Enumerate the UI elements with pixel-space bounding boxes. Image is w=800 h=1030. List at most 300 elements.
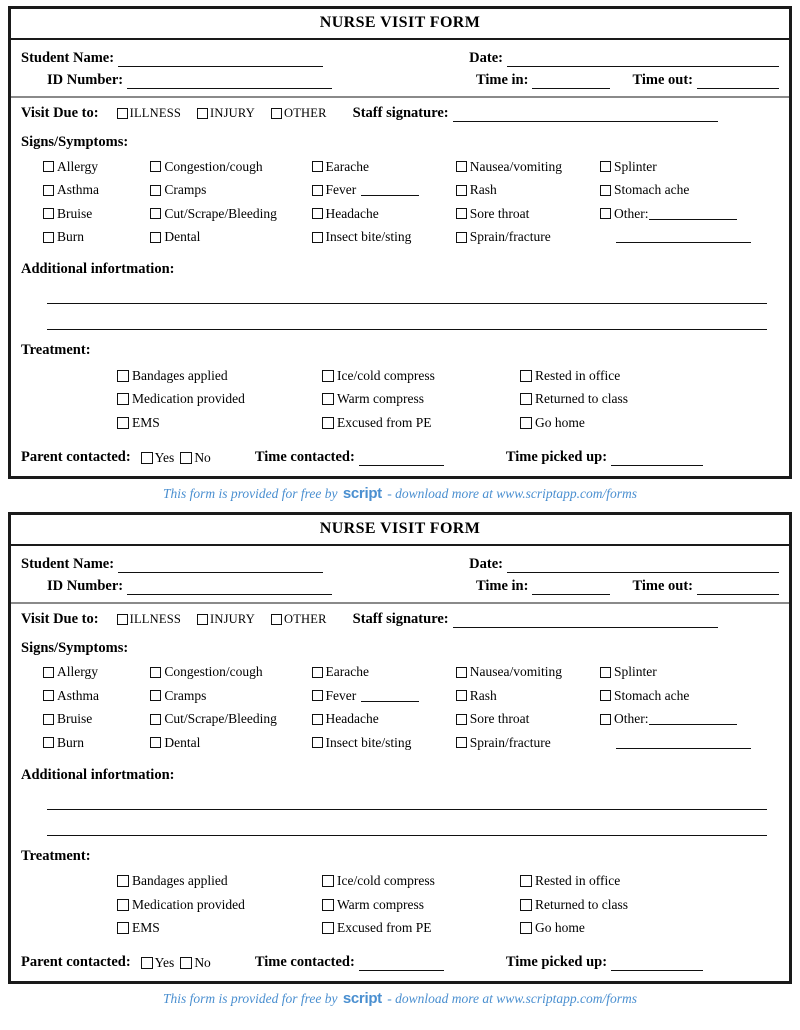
symptom-cut-scrape-bleeding[interactable] — [150, 202, 311, 226]
symptom-nausea-vomiting[interactable] — [456, 155, 600, 179]
identity-section — [11, 40, 789, 98]
identity-spacer — [610, 72, 632, 89]
symptom-allergy-label: Allergy — [57, 158, 98, 174]
identity-row-1-copy-2 — [21, 551, 779, 573]
symptom-congestion-cough-2[interactable] — [150, 661, 311, 685]
symptom-sprain-fracture[interactable] — [456, 226, 600, 250]
symptom-headache-label: Headache — [325, 205, 379, 221]
time-contacted-input-2[interactable] — [359, 957, 444, 971]
checkbox-bruise[interactable] — [43, 208, 54, 219]
additional-information-title-2: Additional infortmation: — [21, 766, 175, 783]
symptom-dental[interactable] — [150, 226, 311, 250]
visit-option-other-label-2: OTHER — [283, 611, 327, 626]
symptom-fever-label: Fever — [325, 182, 357, 198]
treatment-excused-from-pe-label: Excused from PE — [337, 414, 432, 430]
time-contacted-label: Time contacted: — [254, 448, 355, 465]
checkbox-ice-cold-compress-2[interactable] — [322, 875, 334, 887]
symptom-other-extra-input-2[interactable] — [616, 737, 751, 749]
time-out-field[interactable] — [632, 72, 779, 89]
checkbox-medication-provided-2[interactable] — [117, 899, 129, 911]
time-picked-up-input[interactable] — [611, 452, 703, 466]
time-in-label: Time in: — [475, 72, 529, 88]
treatment-grid-2 — [21, 870, 779, 941]
symptom-other-2[interactable] — [600, 708, 779, 732]
symptom-cramps-label-2: Cramps — [164, 687, 207, 703]
symptom-column-5-copy-2 — [600, 661, 779, 755]
checkbox-congestion-cough[interactable] — [150, 161, 161, 172]
additional-information-line-2-copy-2[interactable] — [47, 816, 767, 836]
date-input[interactable] — [507, 53, 779, 67]
symptom-headache-label-2: Headache — [325, 711, 379, 727]
time-out-label-2: Time out: — [632, 577, 693, 594]
checkbox-nausea-vomiting-2[interactable] — [456, 667, 467, 678]
symptom-asthma-label-2: Asthma — [57, 687, 99, 703]
visit-option-illness[interactable] — [117, 106, 181, 121]
symptom-column-2 — [150, 155, 311, 249]
time-contacted-field[interactable] — [255, 449, 444, 466]
checkbox-sprain-fracture-2[interactable] — [456, 737, 467, 748]
additional-information-title: Additional infortmation: — [21, 261, 175, 277]
visit-option-other-2[interactable] — [271, 612, 327, 627]
checkbox-go-home[interactable] — [520, 417, 532, 429]
checkbox-insect-bite-sting[interactable] — [312, 232, 323, 243]
time-picked-up-field-2[interactable] — [506, 954, 703, 971]
checkbox-rested-in-office-2[interactable] — [520, 875, 532, 887]
symptom-sprain-fracture-2[interactable] — [456, 731, 600, 755]
checkbox-earache-2[interactable] — [312, 667, 323, 678]
symptom-stomach-ache-label: Stomach ache — [613, 182, 690, 198]
time-picked-up-field[interactable] — [506, 449, 703, 466]
symptom-cut-scrape-bleeding-label: Cut/Scrape/Bleeding — [164, 205, 277, 221]
symptom-nausea-vomiting-label: Nausea/vomiting — [469, 158, 562, 174]
date-input-2[interactable] — [507, 559, 779, 573]
time-out-label: Time out: — [632, 72, 693, 88]
treatment-ems[interactable] — [117, 411, 322, 435]
treatment-rested-in-office-2[interactable] — [520, 870, 700, 894]
checkbox-bruise-2[interactable] — [43, 714, 54, 725]
time-out-input[interactable] — [697, 75, 779, 89]
checkbox-other-symptom[interactable] — [600, 208, 611, 219]
treatment-ems-label-2: EMS — [132, 920, 160, 936]
symptom-earache-label-2: Earache — [325, 664, 370, 680]
signs-symptoms-grid — [21, 155, 779, 249]
symptom-nausea-vomiting-2[interactable] — [456, 661, 600, 685]
symptom-earache[interactable] — [312, 155, 456, 179]
parent-contacted-section — [11, 435, 789, 476]
time-contacted-input[interactable] — [359, 452, 444, 466]
symptom-dental-label-2: Dental — [164, 734, 201, 750]
staff-signature-label: Staff signature: — [352, 105, 449, 121]
checkbox-go-home-2[interactable] — [520, 922, 532, 934]
treatment-returned-to-class-label-2: Returned to class — [535, 896, 628, 912]
date-field-2[interactable] — [469, 556, 779, 573]
id-number-field-2[interactable] — [47, 578, 332, 595]
treatment-medication-provided[interactable] — [117, 388, 322, 412]
treatment-excused-from-pe[interactable] — [322, 411, 520, 435]
treatment-returned-to-class[interactable] — [520, 388, 700, 412]
checkbox-returned-to-class-2[interactable] — [520, 899, 532, 911]
symptom-bruise-label: Bruise — [57, 205, 93, 221]
footer-suffix-text-2[interactable]: - download more at www.scriptapp.com/forms — [387, 991, 638, 1006]
checkbox-headache[interactable] — [312, 208, 323, 219]
checkbox-dental[interactable] — [150, 232, 161, 243]
treatment-title-2: Treatment: — [21, 847, 91, 864]
treatment-bandages-applied[interactable] — [117, 364, 322, 388]
checkbox-excused-from-pe[interactable] — [322, 417, 334, 429]
script-logo: script — [342, 484, 382, 502]
symptom-congestion-cough-label: Congestion/cough — [164, 158, 263, 174]
additional-information-line-1-copy-2[interactable] — [47, 790, 767, 810]
checkbox-other-symptom-2[interactable] — [600, 714, 611, 725]
treatment-go-home-2[interactable] — [520, 917, 700, 941]
symptom-column-2-copy-2 — [150, 661, 311, 755]
time-out-field-2[interactable] — [632, 578, 779, 595]
additional-information-section — [11, 251, 789, 330]
checkbox-illness-2[interactable] — [117, 614, 128, 625]
treatment-ems-2[interactable] — [117, 917, 322, 941]
symptom-cut-scrape-bleeding-label-2: Cut/Scrape/Bleeding — [164, 711, 277, 727]
footer-credit-2 — [0, 984, 800, 1011]
symptom-insect-bite-sting-2[interactable] — [312, 731, 456, 755]
symptom-rash[interactable] — [456, 179, 600, 203]
additional-information-line-1[interactable] — [47, 284, 767, 304]
treatment-bandages-applied-2[interactable] — [117, 870, 322, 894]
symptom-sprain-fracture-label-2: Sprain/fracture — [469, 734, 551, 750]
id-number-input-2[interactable] — [127, 581, 332, 595]
symptom-earache-2[interactable] — [312, 661, 456, 685]
checkbox-burn[interactable] — [43, 232, 54, 243]
student-name-input[interactable] — [118, 53, 323, 67]
symptom-other-input[interactable] — [649, 208, 737, 220]
page-title: NURSE VISIT FORM — [319, 14, 481, 31]
checkbox-excused-from-pe-2[interactable] — [322, 922, 334, 934]
page-title-2: NURSE VISIT FORM — [319, 519, 481, 537]
id-number-input[interactable] — [127, 75, 332, 89]
symptom-congestion-cough-label-2: Congestion/cough — [164, 664, 263, 680]
checkbox-asthma[interactable] — [43, 185, 54, 196]
symptom-sore-throat[interactable] — [456, 202, 600, 226]
checkbox-injury-2[interactable] — [197, 614, 208, 625]
footer-prefix-text: This form is provided for free by — [162, 485, 338, 501]
symptom-cramps-label: Cramps — [164, 182, 207, 198]
parent-contacted-yes[interactable] — [141, 450, 175, 466]
time-picked-up-label: Time picked up: — [505, 448, 608, 465]
parent-contacted-no-label: No — [194, 449, 211, 465]
symptom-headache-2[interactable] — [312, 708, 456, 732]
checkbox-parent-no-2[interactable] — [180, 957, 192, 969]
symptom-asthma[interactable] — [43, 179, 150, 203]
parent-contacted-yes-label-2: Yes — [154, 955, 175, 970]
id-number-field[interactable] — [47, 72, 332, 89]
treatment-section — [11, 330, 789, 435]
additional-information-section-2 — [11, 757, 789, 836]
symptom-nausea-vomiting-label-2: Nausea/vomiting — [469, 664, 562, 680]
staff-signature-input[interactable] — [453, 108, 718, 122]
checkbox-rash[interactable] — [456, 185, 467, 196]
checkbox-other-visit-2[interactable] — [271, 614, 282, 625]
symptom-column-3 — [312, 155, 456, 249]
visit-option-injury-label: INJURY — [210, 106, 255, 120]
checkbox-medication-provided[interactable] — [117, 393, 129, 405]
treatment-section-2 — [11, 836, 789, 941]
treatment-go-home-label: Go home — [535, 414, 585, 430]
form-title-bar — [11, 9, 789, 40]
checkbox-nausea-vomiting[interactable] — [456, 161, 467, 172]
treatment-bandages-applied-label-2: Bandages applied — [132, 873, 228, 889]
symptom-other-label-2: Other: — [613, 711, 649, 727]
checkbox-congestion-cough-2[interactable] — [150, 667, 161, 678]
checkbox-warm-compress[interactable] — [322, 393, 334, 405]
symptom-cut-scrape-bleeding-2[interactable] — [150, 708, 311, 732]
symptom-stomach-ache-2[interactable] — [600, 684, 779, 708]
checkbox-ems-2[interactable] — [117, 922, 129, 934]
time-out-input-2[interactable] — [697, 581, 779, 595]
treatment-warm-compress-label: Warm compress — [337, 391, 425, 407]
treatment-grid — [21, 364, 779, 435]
identity-row-1 — [21, 45, 779, 67]
time-picked-up-label-2: Time picked up: — [505, 954, 608, 970]
treatment-rested-in-office[interactable] — [520, 364, 700, 388]
checkbox-insect-bite-sting-2[interactable] — [312, 737, 323, 748]
treatment-excused-from-pe-label-2: Excused from PE — [337, 920, 432, 936]
student-name-label: Student Name: — [21, 50, 115, 66]
checkbox-allergy[interactable] — [43, 161, 54, 172]
treatment-column-2-copy-2 — [322, 870, 520, 941]
symptom-cramps[interactable] — [150, 179, 311, 203]
checkbox-allergy-2[interactable] — [43, 667, 54, 678]
date-field[interactable] — [469, 50, 779, 67]
symptom-splinter-2[interactable] — [600, 661, 779, 685]
parent-contacted-no[interactable] — [180, 450, 211, 466]
form-title-bar-2 — [11, 515, 789, 546]
checkbox-cut-scrape-bleeding[interactable] — [150, 208, 161, 219]
checkbox-cramps[interactable] — [150, 185, 161, 196]
checkbox-parent-yes[interactable] — [141, 452, 153, 464]
treatment-bandages-applied-label: Bandages applied — [132, 367, 228, 383]
checkbox-dental-2[interactable] — [150, 737, 161, 748]
treatment-warm-compress-2[interactable] — [322, 893, 520, 917]
checkbox-asthma-2[interactable] — [43, 690, 54, 701]
treatment-column-1 — [117, 364, 322, 435]
symptom-burn-label-2: Burn — [57, 734, 84, 750]
symptom-rash-2[interactable] — [456, 684, 600, 708]
symptom-splinter-label: Splinter — [613, 158, 657, 174]
symptom-fever-label-2: Fever — [325, 687, 357, 703]
treatment-ice-cold-compress[interactable] — [322, 364, 520, 388]
symptom-insect-bite-sting[interactable] — [312, 226, 456, 250]
nurse-visit-form-copy-1 — [8, 6, 792, 479]
time-in-input[interactable] — [532, 75, 610, 89]
script-logo-2: script — [342, 990, 382, 1007]
symptom-splinter-label-2: Splinter — [613, 664, 657, 680]
treatment-medication-provided-label-2: Medication provided — [132, 896, 245, 912]
nurse-visit-form-copy-2 — [8, 512, 792, 985]
visit-option-injury[interactable] — [197, 106, 255, 121]
footer-prefix-text-2: This form is provided for free by — [162, 991, 338, 1006]
treatment-ice-cold-compress-label: Ice/cold compress — [337, 367, 435, 383]
footer-suffix-text[interactable]: - download more at www.scriptapp.com/forms — [387, 485, 638, 501]
checkbox-sprain-fracture[interactable] — [456, 232, 467, 243]
symptom-insect-bite-sting-label: Insect bite/sting — [325, 229, 412, 245]
symptom-fever-2[interactable] — [312, 684, 456, 708]
treatment-go-home[interactable] — [520, 411, 700, 435]
id-number-label-2: ID Number: — [47, 577, 124, 594]
checkbox-splinter-2[interactable] — [600, 667, 611, 678]
visit-due-to-label-2: Visit Due to: — [21, 610, 99, 627]
identity-spacer-2 — [610, 578, 632, 595]
symptom-column-1-copy-2 — [43, 661, 150, 755]
symptom-asthma-2[interactable] — [43, 684, 150, 708]
checkbox-rested-in-office[interactable] — [520, 370, 532, 382]
fever-temperature-input-2[interactable] — [361, 690, 419, 702]
staff-signature-field[interactable] — [353, 105, 718, 122]
checkbox-parent-yes-2[interactable] — [141, 957, 153, 969]
symptom-cramps-2[interactable] — [150, 684, 311, 708]
identity-section-2 — [11, 546, 789, 604]
student-name-label-2: Student Name: — [21, 555, 115, 572]
parent-contacted-label-2: Parent contacted: — [21, 954, 131, 970]
treatment-ice-cold-compress-label-2: Ice/cold compress — [337, 873, 435, 889]
checkbox-fever[interactable] — [312, 185, 323, 196]
visit-due-to-section-2 — [11, 604, 789, 634]
treatment-column-3-copy-2 — [520, 870, 700, 941]
symptom-burn-2[interactable] — [43, 731, 150, 755]
checkbox-headache-2[interactable] — [312, 714, 323, 725]
checkbox-bandages-applied-2[interactable] — [117, 875, 129, 887]
checkbox-sore-throat[interactable] — [456, 208, 467, 219]
checkbox-bandages-applied[interactable] — [117, 370, 129, 382]
symptom-other-label: Other: — [613, 205, 649, 221]
symptom-allergy-label-2: Allergy — [57, 664, 98, 680]
treatment-warm-compress-label-2: Warm compress — [337, 896, 425, 912]
treatment-warm-compress[interactable] — [322, 388, 520, 412]
time-contacted-label-2: Time contacted: — [254, 954, 355, 970]
student-name-field[interactable] — [21, 50, 323, 67]
visit-option-other[interactable] — [271, 106, 327, 121]
signs-symptoms-title-2: Signs/Symptoms: — [21, 639, 129, 656]
staff-signature-input-2[interactable] — [453, 614, 718, 628]
time-picked-up-input-2[interactable] — [611, 957, 703, 971]
treatment-column-3 — [520, 364, 700, 435]
checkbox-stomach-ache[interactable] — [600, 185, 611, 196]
checkbox-warm-compress-2[interactable] — [322, 899, 334, 911]
symptom-bruise-2[interactable] — [43, 708, 150, 732]
parent-contacted-yes-2[interactable] — [141, 955, 175, 971]
visit-due-to-label: Visit Due to: — [21, 105, 99, 121]
parent-contacted-label: Parent contacted: — [21, 448, 131, 465]
symptom-congestion-cough[interactable] — [150, 155, 311, 179]
symptom-other-extra-row-2 — [600, 731, 779, 755]
symptom-rash-label-2: Rash — [469, 687, 497, 703]
treatment-medication-provided-label: Medication provided — [132, 391, 245, 407]
checkbox-parent-no[interactable] — [180, 452, 192, 464]
checkbox-rash-2[interactable] — [456, 690, 467, 701]
symptom-allergy[interactable] — [43, 155, 150, 179]
symptom-dental-2[interactable] — [150, 731, 311, 755]
time-in-field-2[interactable] — [476, 578, 611, 595]
symptom-burn[interactable] — [43, 226, 150, 250]
identity-row-2 — [21, 67, 779, 89]
staff-signature-field-2[interactable] — [353, 611, 718, 628]
symptom-other-input-2[interactable] — [649, 713, 737, 725]
symptom-column-4 — [456, 155, 600, 249]
checkbox-ems[interactable] — [117, 417, 129, 429]
symptom-bruise[interactable] — [43, 202, 150, 226]
symptom-sore-throat-label: Sore throat — [469, 205, 530, 221]
time-contacted-field-2[interactable] — [255, 954, 444, 971]
time-in-field[interactable] — [476, 72, 611, 89]
fever-temperature-input[interactable] — [361, 184, 419, 196]
symptom-other-extra-input[interactable] — [616, 231, 751, 243]
checkbox-injury[interactable] — [197, 108, 208, 119]
checkbox-fever-2[interactable] — [312, 690, 323, 701]
visit-option-illness-2[interactable] — [117, 612, 181, 627]
parent-contacted-section-2 — [11, 940, 789, 981]
checkbox-other-visit[interactable] — [271, 108, 282, 119]
parent-contacted-no-2[interactable] — [180, 955, 211, 971]
visit-option-injury-2[interactable] — [197, 612, 255, 627]
treatment-ice-cold-compress-2[interactable] — [322, 870, 520, 894]
checkbox-earache[interactable] — [312, 161, 323, 172]
symptom-column-4-copy-2 — [456, 661, 600, 755]
student-name-field-2[interactable] — [21, 556, 323, 573]
treatment-medication-provided-2[interactable] — [117, 893, 322, 917]
id-number-label: ID Number: — [47, 72, 124, 88]
symptom-burn-label: Burn — [57, 229, 84, 245]
footer-credit-1 — [0, 479, 800, 506]
symptom-headache[interactable] — [312, 202, 456, 226]
additional-information-line-2[interactable] — [47, 310, 767, 330]
checkbox-illness[interactable] — [117, 108, 128, 119]
checkbox-cramps-2[interactable] — [150, 690, 161, 701]
symptom-earache-label: Earache — [325, 158, 370, 174]
visit-option-illness-label: ILLNESS — [129, 106, 181, 120]
symptom-splinter[interactable] — [600, 155, 779, 179]
checkbox-stomach-ache-2[interactable] — [600, 690, 611, 701]
symptom-allergy-2[interactable] — [43, 661, 150, 685]
symptom-insect-bite-sting-label-2: Insect bite/sting — [325, 734, 412, 750]
checkbox-splinter[interactable] — [600, 161, 611, 172]
visit-option-injury-label-2: INJURY — [210, 611, 255, 626]
symptom-column-5 — [600, 155, 779, 249]
time-in-input-2[interactable] — [532, 581, 610, 595]
student-name-input-2[interactable] — [118, 559, 323, 573]
symptom-stomach-ache[interactable] — [600, 179, 779, 203]
checkbox-burn-2[interactable] — [43, 737, 54, 748]
signs-symptoms-title: Signs/Symptoms: — [21, 134, 129, 150]
checkbox-cut-scrape-bleeding-2[interactable] — [150, 714, 161, 725]
symptom-other[interactable] — [600, 202, 779, 226]
symptom-other-extra-row — [600, 226, 779, 250]
identity-row-2-copy-2 — [21, 573, 779, 595]
checkbox-sore-throat-2[interactable] — [456, 714, 467, 725]
symptom-sore-throat-2[interactable] — [456, 708, 600, 732]
symptom-rash-label: Rash — [469, 182, 497, 198]
signs-symptoms-section-2 — [11, 634, 789, 757]
date-label: Date: — [469, 50, 503, 66]
symptom-fever[interactable] — [312, 179, 456, 203]
symptom-sprain-fracture-label: Sprain/fracture — [469, 229, 551, 245]
checkbox-ice-cold-compress[interactable] — [322, 370, 334, 382]
treatment-column-1-copy-2 — [117, 870, 322, 941]
treatment-excused-from-pe-2[interactable] — [322, 917, 520, 941]
time-in-label-2: Time in: — [475, 577, 529, 594]
checkbox-returned-to-class[interactable] — [520, 393, 532, 405]
treatment-returned-to-class-2[interactable] — [520, 893, 700, 917]
symptom-column-1 — [43, 155, 150, 249]
treatment-title: Treatment: — [21, 342, 91, 358]
staff-signature-label-2: Staff signature: — [352, 610, 449, 627]
